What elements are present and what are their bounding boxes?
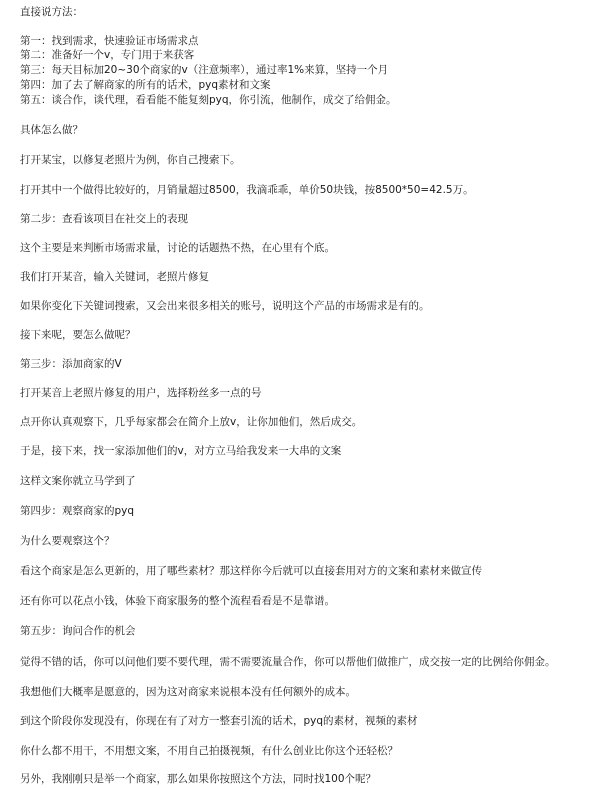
paragraph-20: 我想他们大概率是愿意的，因为这对商家来说根本没有任何额外的成本。: [20, 686, 356, 698]
paragraph-2: 打开某宝，以修复老照片为例，你自己搜索下。: [20, 154, 241, 166]
paragraph-17: 还有你可以花点小钱，体验下商家服务的整个流程看看是不是靠谱。: [20, 595, 335, 607]
paragraph-12: 于是，接下来，找一家添加他们的v，对方立马给我发来一大串的文案: [20, 445, 342, 457]
step-line-1: 第一：找到需求，快速验证市场需求点: [20, 35, 199, 47]
paragraph-11: 点开你认真观察下，几乎每家都会在简介上放v，让你加他们，然后成交。: [20, 416, 363, 428]
paragraph-6: 我们打开某音，输入关键词，老照片修复: [20, 271, 209, 283]
paragraph-23: 另外，我刚刚只是举一个商家，那么如果你按照这个方法，同时找100个呢？: [20, 773, 377, 785]
paragraph-16: 看这个商家是怎么更新的，用了哪些素材？那这样你今后就可以直接套用对方的文案和素材来做宣传: [20, 565, 482, 577]
paragraph-1: 具体怎么做？: [20, 124, 83, 136]
paragraph-3: 打开其中一个做得比较好的，月销量超过8500，我滴乖乖，单价50块钱，按8500*50=42.5万。: [20, 184, 474, 196]
step-line-3: 第三：每天目标加20~30个商家的v（注意频率），通过率1%来算，坚持一个月: [20, 64, 389, 76]
heading-line: 直接说方法：: [20, 6, 83, 18]
paragraph-22: 你什么都不用干，不用想文案，不用自己拍摄视频，有什么创业比你这个还轻松？: [20, 745, 398, 757]
step-line-5: 第五：谈合作，谈代理，看看能不能复刻pyq，你引流，他制作，成交了给佣金。: [20, 94, 397, 106]
paragraph-21: 到这个阶段你发现没有，你现在有了对方一整套引流的话术，pyq的素材，视频的素材: [20, 715, 418, 727]
paragraph-14: 第四步：观察商家的pyq: [20, 505, 135, 517]
paragraph-19: 觉得不错的话，你可以问他们要不要代理，需不需要流量合作，你可以帮他们做推广，成交按一定的比例给你佣金。: [20, 656, 556, 668]
paragraph-10: 打开某音上老照片修复的用户，选择粉丝多一点的号: [20, 387, 262, 399]
step-line-2: 第二：准备好一个v，专门用于来获客: [20, 49, 195, 61]
paragraph-18: 第五步：询问合作的机会: [20, 625, 136, 637]
paragraph-15: 为什么要观察这个？: [20, 535, 115, 547]
paragraph-4: 第二步：查看该项目在社交上的表现: [20, 213, 188, 225]
paragraph-7: 如果你变化下关键词搜索，又会出来很多相关的账号，说明这个产品的市场需求是有的。: [20, 300, 430, 312]
paragraph-5: 这个主要是来判断市场需求量，讨论的话题热不热，在心里有个底。: [20, 242, 335, 254]
paragraph-9: 第三步：添加商家的V: [20, 358, 122, 370]
paragraph-8: 接下来呢，要怎么做呢？: [20, 329, 136, 341]
step-line-4: 第四：加了去了解商家的所有的话术，pyq素材和文案: [20, 79, 271, 91]
paragraph-13: 这样文案你就立马学到了: [20, 475, 136, 487]
